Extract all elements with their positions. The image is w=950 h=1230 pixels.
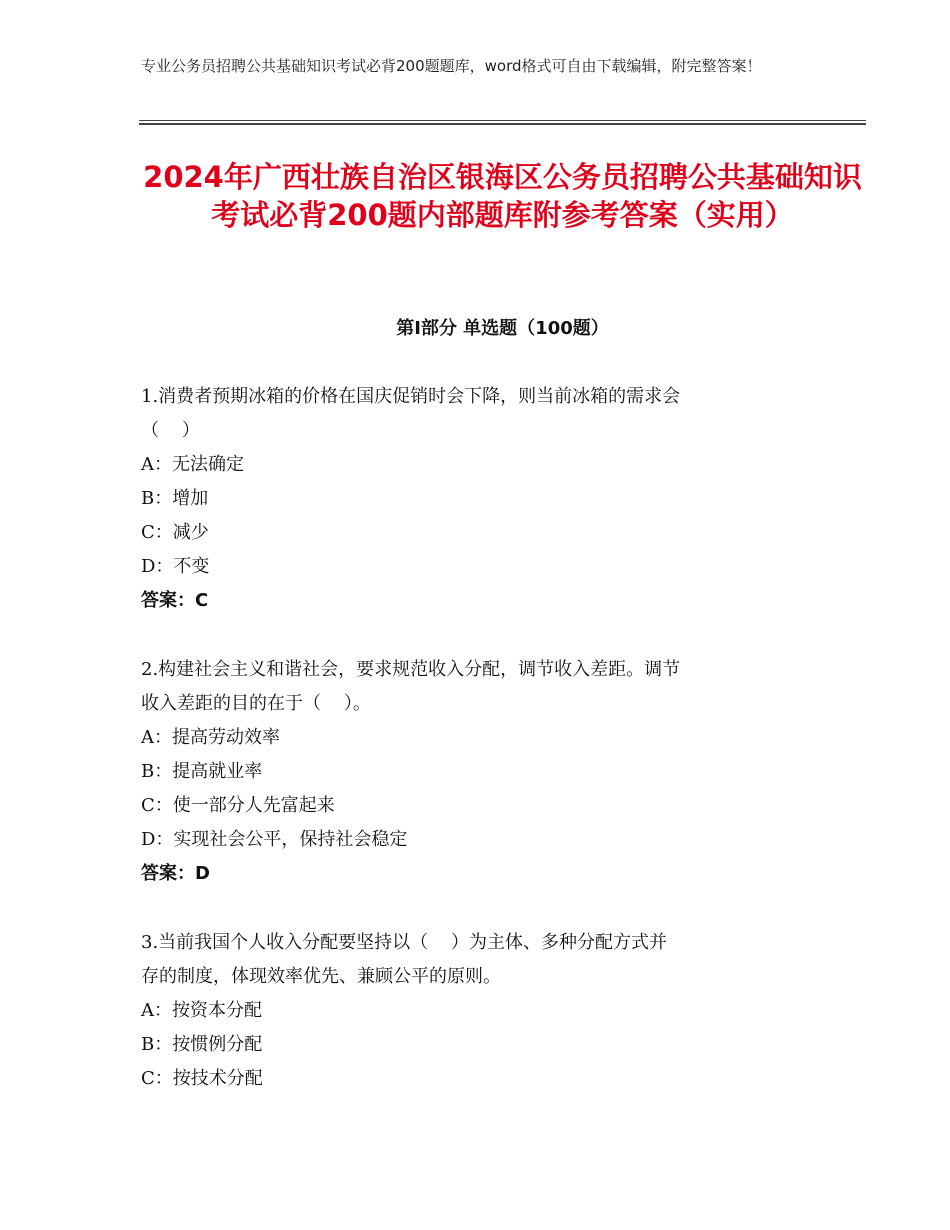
option-a: A：无法确定 xyxy=(141,454,244,475)
option-c: C：按技术分配 xyxy=(141,1068,263,1089)
option-d: D：实现社会公平，保持社会稳定 xyxy=(141,829,408,850)
question-3 xyxy=(141,926,841,1096)
question-2 xyxy=(141,653,841,891)
option-b: B：增加 xyxy=(141,488,209,509)
question-stem-line: 3.当前我国个人收入分配要坚持以（ ）为主体、多种分配方式并 xyxy=(141,932,668,953)
option-c: C：使一部分人先富起来 xyxy=(141,795,335,816)
option-d: D：不变 xyxy=(141,556,210,577)
option-c: C：减少 xyxy=(141,522,209,543)
header-note: 专业公务员招聘公共基础知识考试必背200题题库，word格式可自由下载编辑，附完整答案！ xyxy=(141,57,762,75)
option-a: A：提高劳动效率 xyxy=(141,727,280,748)
question-stem-line: 1.消费者预期冰箱的价格在国庆促销时会下降，则当前冰箱的需求会 xyxy=(141,386,681,407)
question-stem-line: 2.构建社会主义和谐社会，要求规范收入分配，调节收入差距。调节 xyxy=(141,659,681,680)
document-title: 2024年广西壮族自治区银海区公务员招聘公共基础知识考试必背200题内部题库附参考答案（实用） xyxy=(143,160,862,232)
option-b: B：按惯例分配 xyxy=(141,1034,263,1055)
header-rule-thick xyxy=(139,123,866,125)
question-stem-line: 存的制度，体现效率优先、兼顾公平的原则。 xyxy=(141,966,501,987)
question-stem-line: 收入差距的目的在于（ ）。 xyxy=(141,693,371,714)
option-a: A：按资本分配 xyxy=(141,1000,262,1021)
header-rule-thin xyxy=(139,120,866,121)
answer-line: 答案：C xyxy=(141,590,209,611)
option-b: B：提高就业率 xyxy=(141,761,263,782)
section-heading: 第Ⅰ部分 单选题（100题） xyxy=(396,318,609,339)
question-1 xyxy=(141,380,841,618)
question-stem-line: （ ） xyxy=(141,420,200,441)
answer-line: 答案：D xyxy=(141,863,210,884)
